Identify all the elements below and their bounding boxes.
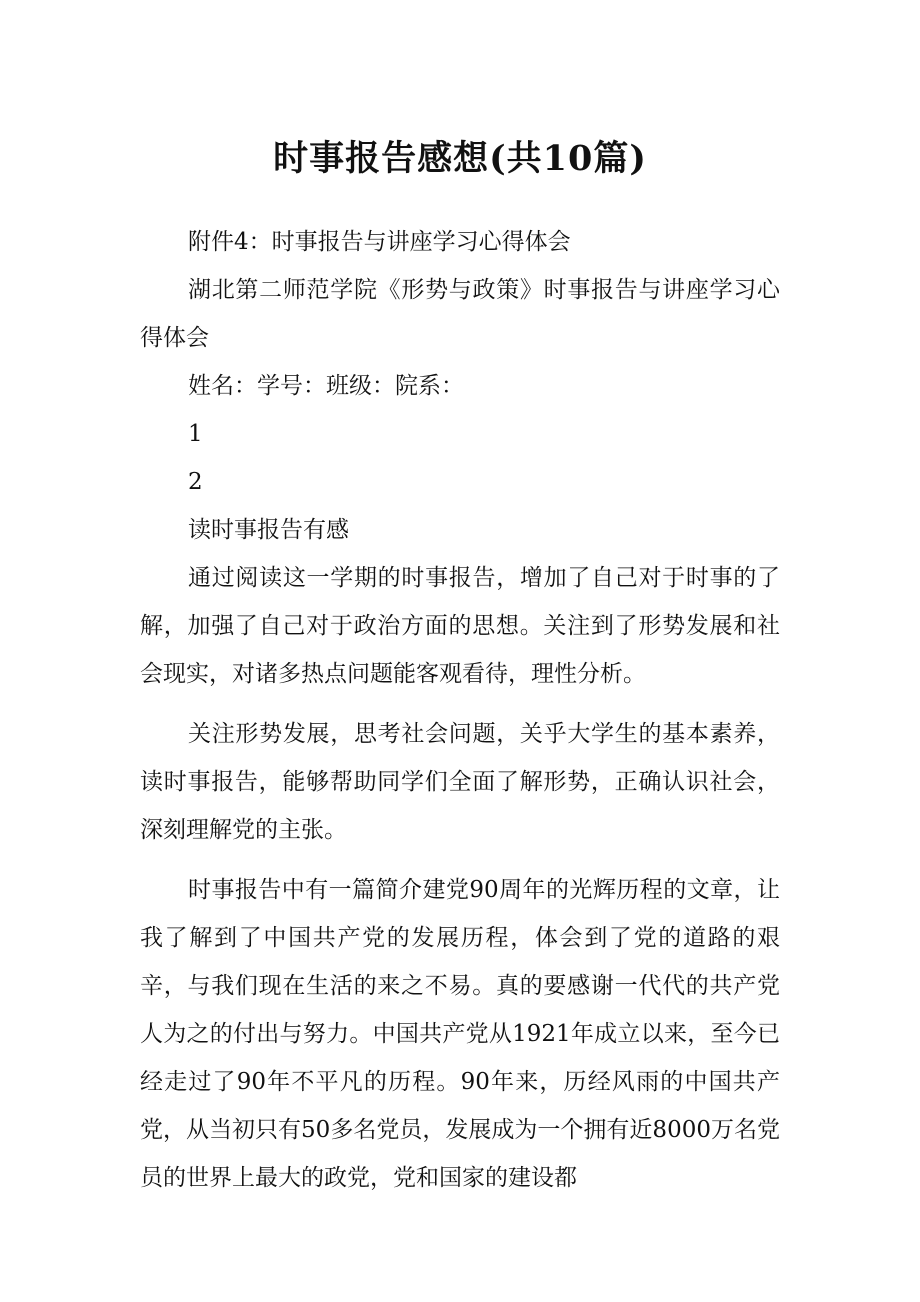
paragraph-body-2: 关注形势发展，思考社会问题，关乎大学生的基本素养，读时事报告，能够帮助同学们全面了解形势，正确认识社会，深刻理解党的主张。 [140,721,780,843]
paragraph-body-3: 时事报告中有一篇简介建党90周年的光辉历程的文章，让我了解到了中国共产党的发展历程，体会到了党的道路的艰辛，与我们现在生活的来之不易。真的要感谢一代代的共产党人为之的付出与努力。中国共产党从1921年成立以来，至今已经走过了90年不平凡的历程。90年来，历经风雨的中国共产党，从当初只有50多名党员，发展成为一个拥有近8000万名党员的世界上最大的政党，党和国家的建设都 [140,877,780,1191]
paragraph-subtitle: 读时事报告有感 [188,517,349,543]
paragraph-body-1: 通过阅读这一学期的时事报告，增加了自己对于时事的了解，加强了自己对于政治方面的思想。关注到了形势发展和社会现实，对诸多热点问题能客观看待，理性分析。 [140,565,780,687]
paragraph-number-2: 2 [188,469,203,495]
paragraph-school-heading: 湖北第二师范学院《形势与政策》时事报告与讲座学习心得体会 [140,277,780,351]
paragraph-student-info: 姓名：学号：班级：院系： [188,373,464,399]
paragraph-attachment: 附件4：时事报告与讲座学习心得体会 [188,229,571,255]
document-body [140,218,780,1202]
paragraph-number-1: 1 [188,421,203,447]
document-title: 时事报告感想(共10篇) [273,138,647,180]
